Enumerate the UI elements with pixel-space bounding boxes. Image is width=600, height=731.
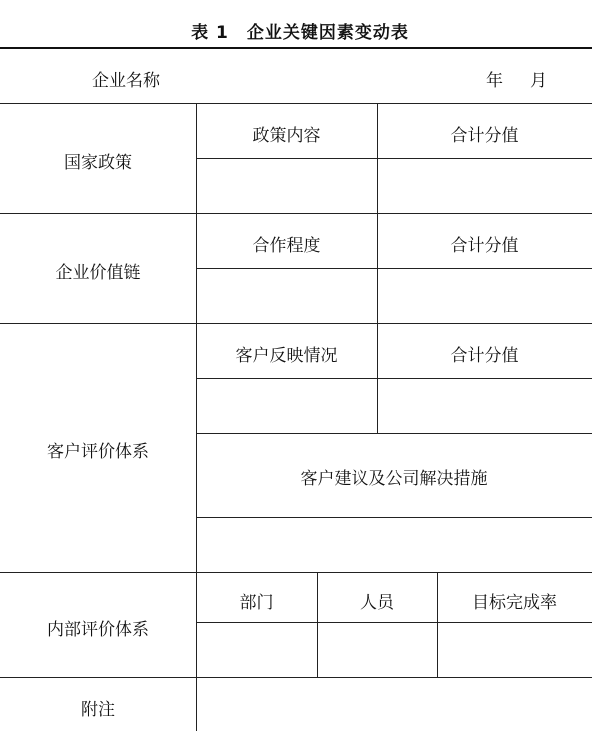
year-label: 年 — [486, 71, 503, 91]
policy-label: 国家政策 — [64, 153, 132, 173]
customer-feedback-header: 客户反映情况 — [235, 346, 338, 366]
department-header: 部门 — [239, 593, 274, 613]
column-divider-policy — [377, 103, 378, 213]
column-divider-valuechain — [377, 213, 378, 323]
row-divider-valuechain-inner — [196, 268, 592, 269]
company-name-label: 企业名称 — [92, 71, 160, 91]
column-divider-label — [196, 103, 197, 731]
value-chain-score-header: 合计分值 — [450, 236, 519, 256]
personnel-header: 人员 — [360, 593, 394, 613]
row-divider-header — [0, 103, 592, 104]
customer-score-header: 合计分值 — [450, 346, 519, 366]
row-divider-policy-inner — [196, 158, 592, 159]
internal-evaluation-label: 内部评价体系 — [47, 620, 149, 640]
customer-evaluation-label: 客户评价体系 — [47, 442, 149, 462]
table-title: 表 1 企业关键因素变动表 — [191, 23, 409, 43]
row-divider-internal-inner — [196, 622, 592, 623]
customer-suggestion-header: 客户建议及公司解决措施 — [300, 469, 488, 489]
row-divider-customer-suggestion — [196, 517, 592, 518]
notes-label: 附注 — [81, 700, 115, 720]
policy-score-header: 合计分值 — [450, 126, 519, 146]
month-label: 月 — [530, 71, 547, 91]
target-completion-header: 目标完成率 — [472, 593, 557, 613]
row-divider-customer-values — [196, 433, 592, 434]
policy-content-header: 政策内容 — [252, 126, 321, 146]
row-divider-customer-inner — [196, 378, 592, 379]
row-divider-customer — [0, 572, 592, 573]
cooperation-degree-header: 合作程度 — [252, 236, 321, 256]
row-divider-policy — [0, 213, 592, 214]
row-divider-internal — [0, 677, 592, 678]
row-divider-valuechain — [0, 323, 592, 324]
column-divider-customer — [377, 323, 378, 433]
table-top-border — [0, 47, 592, 49]
value-chain-label: 企业价值链 — [55, 263, 141, 283]
